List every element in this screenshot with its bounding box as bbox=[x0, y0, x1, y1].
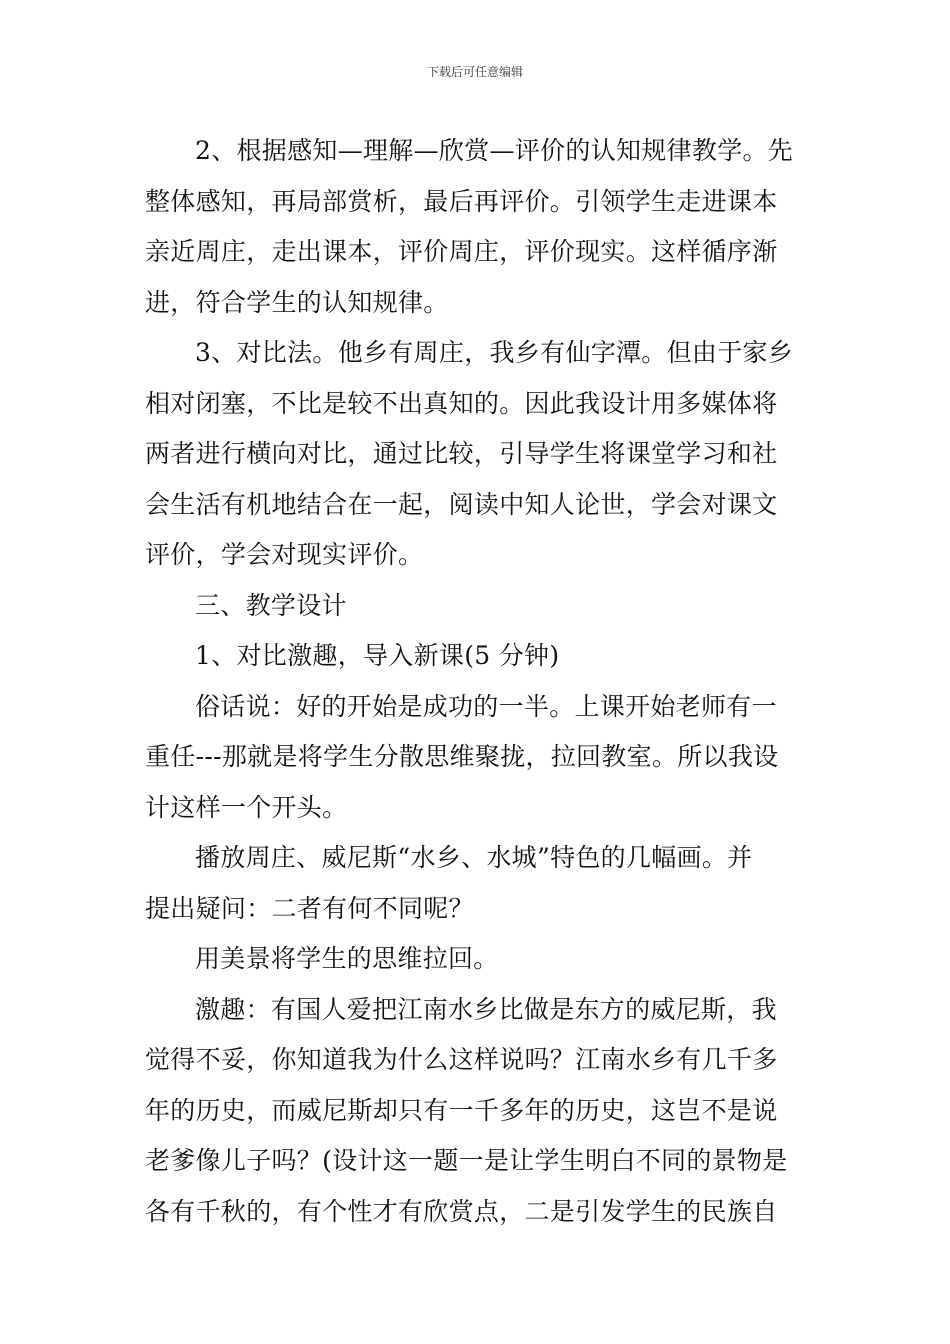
text-line: 计这样一个开头。 bbox=[145, 792, 348, 822]
text-line: 觉得不妥，你知道我为什么这样说吗？江南水乡有几千多 bbox=[145, 1045, 778, 1074]
paragraph-play-pictures bbox=[145, 833, 805, 934]
paragraph-arouse-interest bbox=[145, 985, 805, 1238]
text-line: 两者进行横向对比，通过比较，引导学生将课堂学习和社 bbox=[145, 439, 778, 468]
text-line: 各有千秋的，有个性才有欣赏点，二是引发学生的民族自 bbox=[145, 1196, 778, 1226]
paragraph-teaching-method-2 bbox=[145, 126, 805, 328]
text-line: 整体感知，再局部赏析，最后再评价。引领学生走进课本 bbox=[145, 186, 778, 216]
text-line: 3、对比法。他乡有周庄，我乡有仙字潭。但由于家乡 bbox=[195, 338, 794, 367]
subsection-heading-intro bbox=[145, 631, 805, 682]
section-heading-teaching-design bbox=[145, 581, 805, 632]
text-line: 用美景将学生的思维拉回。 bbox=[195, 944, 499, 973]
text-line: 提出疑问：二者有何不同呢？ bbox=[145, 893, 474, 923]
text-line: 三、教学设计 bbox=[195, 590, 347, 620]
paragraph-scenery bbox=[145, 934, 805, 985]
text-line: 1、对比激趣，导入新课(5 分钟) bbox=[195, 641, 560, 670]
text-line: 播放周庄、威尼斯“水乡、水城”特色的几幅画。并 bbox=[195, 843, 753, 872]
text-line: 亲近周庄，走出课本，评价周庄，评价现实。这样循序渐 bbox=[145, 237, 778, 266]
text-line: 年的历史，而威尼斯却只有一千多年的历史，这岂不是说 bbox=[145, 1095, 778, 1125]
text-line: 会生活有机地结合在一起，阅读中知人论世，学会对课文 bbox=[145, 489, 778, 519]
document-body bbox=[145, 126, 805, 1237]
paragraph-proverb bbox=[145, 682, 805, 834]
text-line: 评价，学会对现实评价。 bbox=[145, 540, 424, 569]
page-header: 下载后可任意编辑 bbox=[426, 65, 523, 79]
text-line: 相对闭塞，不比是较不出真知的。因此我设计用多媒体将 bbox=[145, 388, 778, 418]
text-line: 2、根据感知—理解—欣赏—评价的认知规律教学。先 bbox=[195, 136, 794, 165]
text-line: 进，符合学生的认知规律。 bbox=[145, 287, 449, 317]
text-line: 俗话说：好的开始是成功的一半。上课开始老师有一 bbox=[195, 691, 777, 721]
text-line: 老爹像儿子吗？(设计这一题一是让学生明白不同的景物是 bbox=[145, 1146, 788, 1175]
paragraph-teaching-method-3 bbox=[145, 328, 805, 581]
text-line: 激趣：有国人爱把江南水乡比做是东方的威尼斯，我 bbox=[195, 994, 777, 1024]
text-line: 重任---那就是将学生分散思维聚拢，拉回教室。所以我设 bbox=[145, 742, 779, 771]
